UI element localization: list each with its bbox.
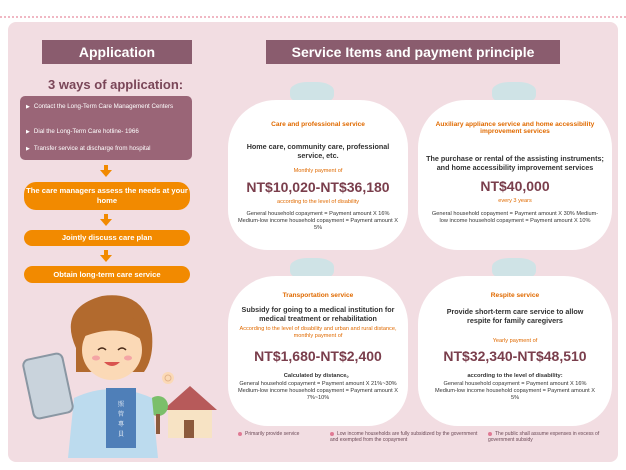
service-sub: Yearly payment of — [492, 338, 538, 344]
legend-label: Primarily provide service — [245, 431, 300, 437]
ways-title: 3 ways of application: — [48, 77, 184, 92]
arrow-down-icon — [100, 219, 112, 226]
service-price: NT$40,000 — [480, 178, 550, 194]
legend-label: The public shall assume expenses in excess of government subsidy — [488, 431, 600, 443]
service-desc: Home care, community care, professional service, etc. — [246, 142, 390, 160]
service-title: Respite service — [490, 292, 540, 299]
step-obtain-service: Obtain long-term care service — [24, 266, 190, 283]
option-item: ▶ Dial the Long-Term Care hotline- 1966 — [26, 128, 186, 136]
service-sub2: Calculated by distance。 — [283, 373, 353, 379]
legend-dot-icon — [238, 432, 242, 436]
service-title: Auxiliary appliance service and home accessibility improvement services — [435, 121, 595, 135]
arrow-down-icon — [100, 170, 112, 177]
svg-text:管: 管 — [117, 411, 125, 418]
service-note: General household copayment = Payment amount X 21%~30% Medium-low income household copayment = Payment amount X 7%~10% — [238, 381, 398, 401]
service-sub2: according to the level of disability: — [467, 373, 563, 379]
service-note: General household copayment = Payment amount X 30% Medium-low income household copayment = Payment amount X 10% — [431, 211, 599, 224]
svg-text:照: 照 — [117, 401, 125, 408]
legend-dot-icon — [488, 432, 492, 436]
application-options-box — [20, 96, 192, 160]
legend-item — [330, 431, 480, 443]
service-price: NT$32,340-NT$48,510 — [443, 348, 587, 364]
step-discuss-plan: Jointly discuss care plan — [24, 230, 190, 246]
arrow-down-icon — [100, 255, 112, 262]
service-price: NT$1,680-NT$2,400 — [254, 348, 382, 364]
option-item: ▶ Transfer service at discharge from hospital — [26, 145, 186, 153]
tablet-icon — [22, 352, 74, 419]
option-item: ▶ Contact the Long-Term Care Management Centers — [26, 103, 186, 111]
service-note: General household copayment = Payment amount X 16% Medium-low income household copayment = Payment amount X 5% — [238, 211, 398, 231]
service-desc: Provide short-term care service to allow respite for family caregivers — [446, 307, 584, 325]
service-price: NT$10,020-NT$36,180 — [246, 179, 390, 195]
service-sub2: according to the level of disability — [276, 199, 360, 205]
top-divider — [0, 2, 626, 18]
service-desc: The purchase or rental of the assisting instruments; and home accessibility improvement services — [426, 154, 604, 172]
service-sub2: every 3 years — [498, 198, 532, 204]
service-desc: Subsidy for going to a medical institution for medical treatment or rehabilitation — [241, 305, 395, 323]
application-title: Application — [52, 40, 182, 64]
legend-item — [488, 431, 612, 443]
legend-item — [238, 431, 328, 437]
svg-text:員: 員 — [117, 431, 125, 438]
legend-dot-icon — [330, 432, 334, 436]
legend-label: Low income households are fully subsidized by the government and exempted from the copayment — [330, 431, 478, 443]
service-title: Transportation service — [282, 292, 354, 299]
service-sub: According to the level of disability and urban and rural distance, monthly payment of — [239, 326, 397, 339]
service-sub: Monthly payment of — [293, 168, 343, 174]
caregiver-illustration — [18, 288, 218, 458]
services-title: Service Items and payment principle — [276, 40, 550, 64]
service-title: Care and professional service — [271, 121, 365, 128]
service-note: General household copayment = Payment amount X 16% Medium-low income household copayment = Payment amount X 5% — [435, 381, 595, 401]
svg-text:專: 專 — [117, 421, 125, 428]
step-assess-needs: The care managers assess the needs at your home — [24, 182, 190, 210]
